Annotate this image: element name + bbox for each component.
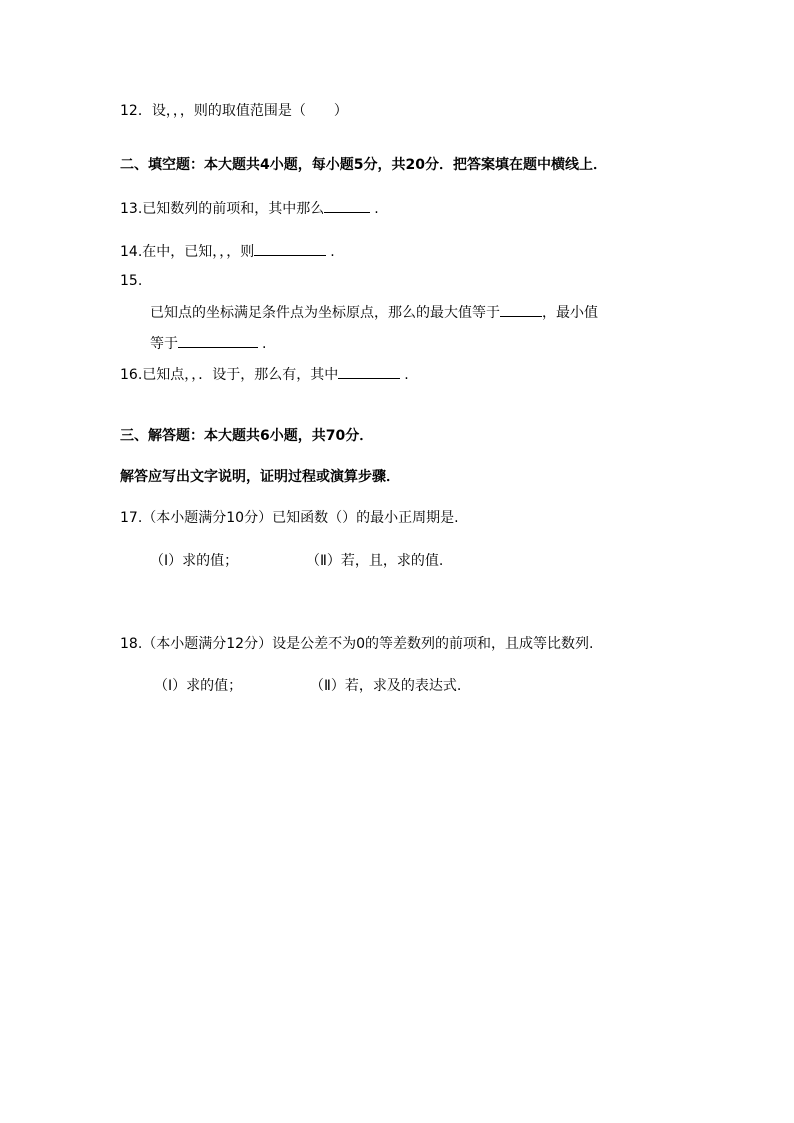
question-17-part-1-text: （Ⅰ）求的值；	[150, 553, 239, 569]
section-2-heading	[120, 156, 607, 174]
question-16-text: 16.已知点，，．设于，那么有，其中	[120, 367, 339, 383]
question-17-part-2-text: （Ⅱ）若，且，求的值.	[306, 553, 444, 569]
section-3-instruction-text: 解答应写出文字说明，证明过程或演算步骤．	[120, 469, 400, 485]
question-17-part-2	[306, 552, 443, 570]
question-15-line2-end: .	[262, 336, 267, 352]
question-12-text: 12．设，，，则的取值范围是（ ）	[120, 103, 348, 119]
answer-blank-max[interactable]	[500, 302, 542, 317]
question-14-text: 14.在中，已知，，，则	[120, 244, 255, 260]
question-15-line1-end: ，最小值	[542, 305, 598, 321]
question-16	[120, 364, 409, 384]
question-15-line2	[150, 333, 266, 353]
question-18-text: 18.（本小题满分12分）设是公差不为0的等差数列的前项和，且成等比数列.	[120, 636, 594, 652]
question-16-end: .	[404, 367, 409, 383]
section-3-instruction	[120, 468, 400, 486]
question-15-line2-text: 等于	[150, 336, 178, 352]
question-17-part-1	[150, 552, 238, 570]
question-18	[120, 635, 593, 653]
question-14	[120, 241, 335, 261]
question-15-number	[120, 272, 142, 290]
section-3-heading-text: 三、解答题：本大题共6小题，共70分．	[120, 428, 374, 444]
question-15-number-text: 15.	[120, 273, 143, 289]
question-15-line1-text: 已知点的坐标满足条件点为坐标原点，那么的最大值等于	[150, 305, 500, 321]
answer-blank[interactable]	[324, 198, 370, 213]
answer-blank-min[interactable]	[178, 333, 258, 348]
question-17	[120, 509, 459, 527]
question-18-part-2-text: （Ⅱ）若，求及的表达式.	[310, 678, 462, 694]
answer-blank[interactable]	[338, 364, 400, 379]
question-13-end: .	[374, 201, 379, 217]
answer-blank[interactable]	[254, 241, 326, 256]
question-13-text: 13.已知数列的前项和，其中那么	[120, 201, 325, 217]
question-18-part-1-text: （Ⅰ）求的值；	[154, 678, 243, 694]
question-18-part-1	[154, 677, 242, 695]
section-3-heading	[120, 427, 373, 445]
question-15-line1	[150, 302, 598, 322]
section-2-heading-text: 二、填空题：本大题共4小题，每小题5分，共20分．把答案填在题中横线上．	[120, 157, 607, 173]
question-14-end: .	[330, 244, 335, 260]
question-13	[120, 198, 379, 218]
question-18-part-2	[310, 677, 461, 695]
question-17-text: 17.（本小题满分10分）已知函数（）的最小正周期是.	[120, 510, 459, 526]
question-12	[120, 102, 348, 120]
